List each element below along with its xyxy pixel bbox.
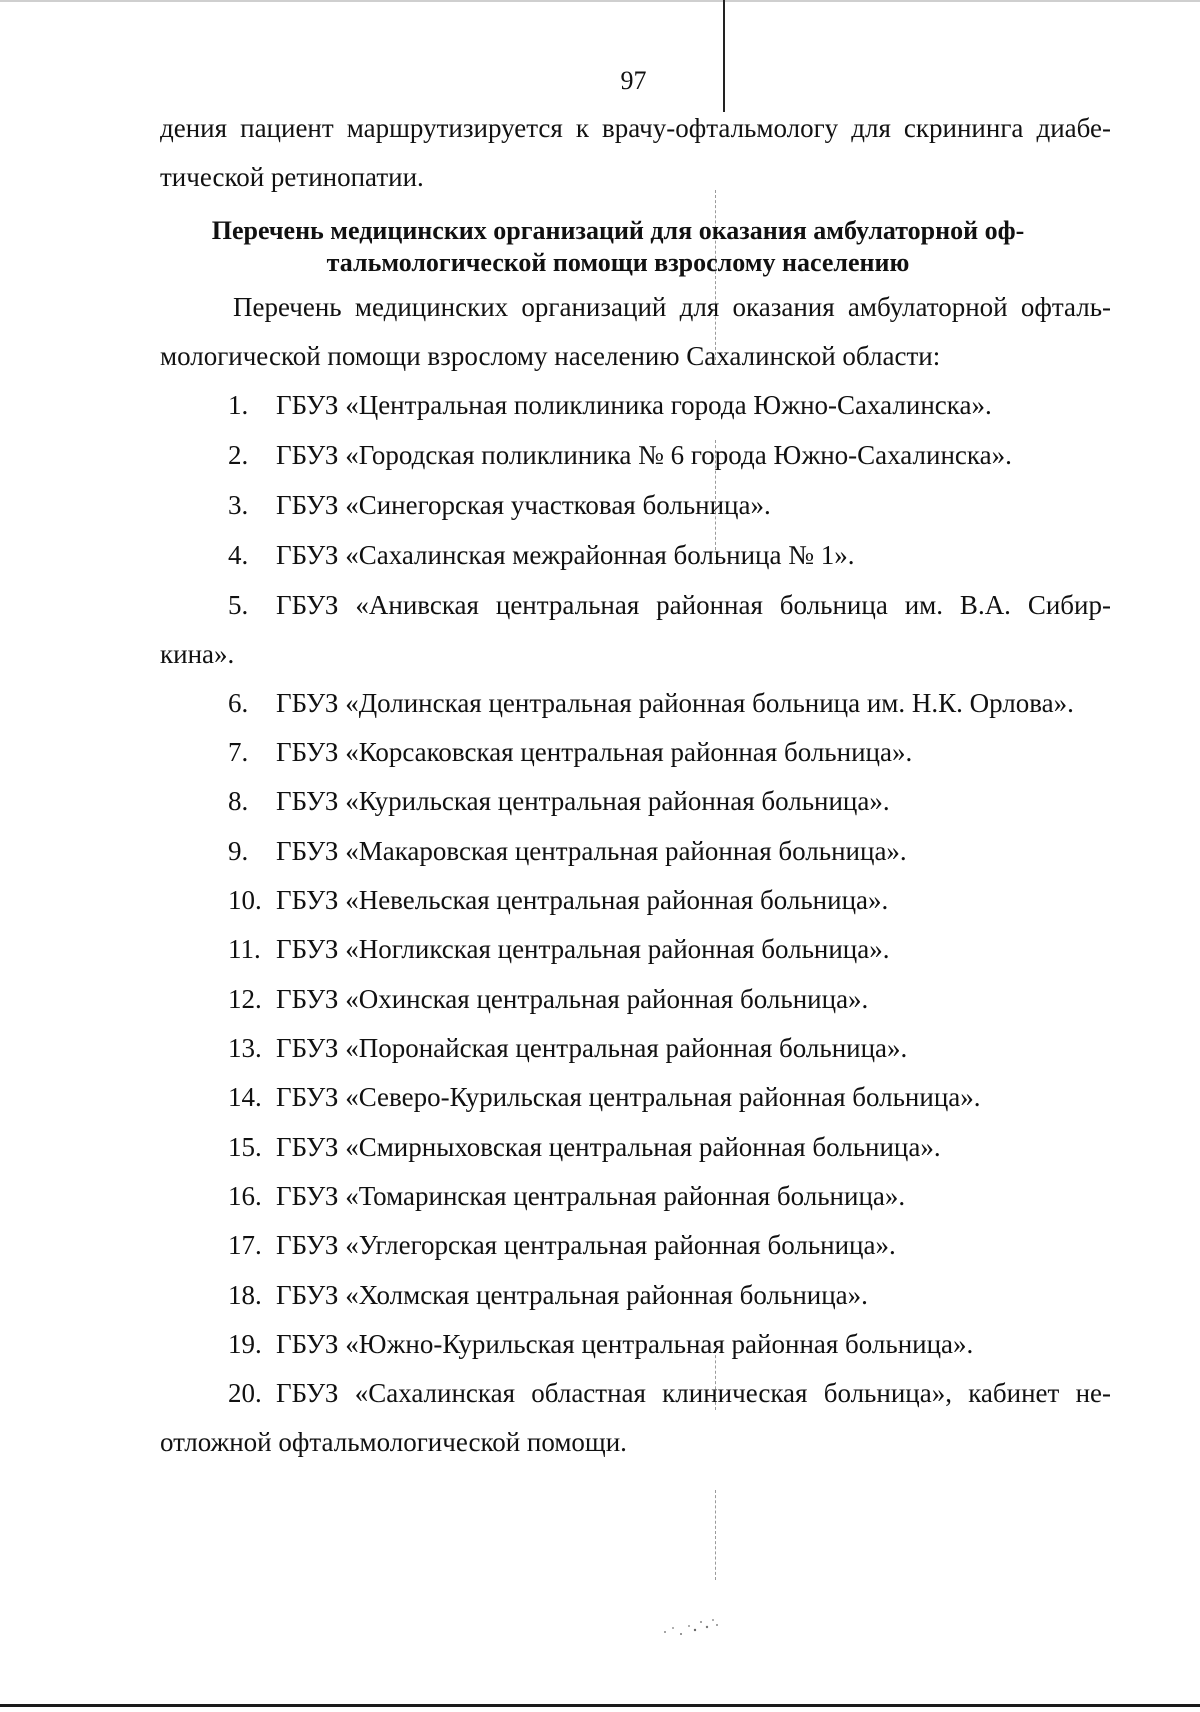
list-item	[228, 982, 868, 1016]
list-item	[228, 388, 992, 422]
list-item	[228, 1080, 981, 1114]
list-item	[228, 538, 855, 572]
list-item-number: 14.	[228, 1082, 262, 1112]
list-item-text: ГБУЗ «Курильская центральная районная больница».	[276, 786, 890, 816]
scan-top-edge	[0, 0, 1200, 2]
list-item	[228, 1228, 896, 1262]
list-item	[228, 834, 907, 868]
list-item-text: ГБУЗ «Долинская центральная районная больница им. Н.К. Орлова».	[276, 688, 1074, 718]
list-item-continuation: кина».	[160, 639, 235, 669]
list-item-number: 18.	[228, 1280, 262, 1310]
list-item	[228, 1031, 907, 1065]
list-item-number: 1.	[228, 390, 249, 420]
list-item	[228, 784, 890, 818]
list-item	[228, 932, 889, 966]
list-item-number: 17.	[228, 1230, 262, 1260]
list-item	[228, 1179, 905, 1213]
list-item-number: 7.	[228, 737, 249, 767]
paragraph-line: Перечень медицинских организаций для оказания амбулаторной офталь-	[233, 292, 1111, 322]
scan-noise-specks	[655, 1612, 735, 1642]
section-heading-line: тальмологической помощи взрослому населению	[326, 248, 910, 277]
list-item-number: 15.	[228, 1132, 262, 1162]
list-item	[228, 735, 912, 769]
list-item-text: ГБУЗ «Невельская центральная районная больница».	[276, 885, 889, 915]
list-item-number: 10.	[228, 885, 262, 915]
list-item-number: 6.	[228, 688, 249, 718]
scan-fold-dash	[715, 1490, 717, 1580]
list-item-number: 16.	[228, 1181, 262, 1211]
intro-line: тической ретинопатии.	[160, 162, 424, 192]
list-item	[228, 1130, 941, 1164]
list-item-number: 3.	[228, 490, 249, 520]
list-item-text: ГБУЗ «Сахалинская межрайонная больница № 1».	[276, 540, 855, 570]
list-item-text: ГБУЗ «Томаринская центральная районная больница».	[276, 1181, 906, 1211]
scan-bottom-edge	[0, 1704, 1200, 1707]
intro-line: дения пациент маршрутизируется к врачу-офтальмологу для скрининга диабе-	[160, 113, 1111, 143]
list-item-number: 2.	[228, 440, 249, 470]
list-item-text: ГБУЗ «Смирныховская центральная районная больница».	[276, 1132, 941, 1162]
list-item	[228, 1278, 868, 1312]
list-item-text: ГБУЗ «Макаровская центральная районная больница».	[276, 836, 907, 866]
list-item-number: 8.	[228, 786, 249, 816]
list-item	[228, 1327, 973, 1361]
list-item-number: 13.	[228, 1033, 262, 1063]
list-item-number: 12.	[228, 984, 262, 1014]
list-item-text: ГБУЗ «Южно-Курильская центральная районная больница».	[276, 1329, 974, 1359]
list-item	[228, 883, 888, 917]
list-item-text: ГБУЗ «Поронайская центральная районная больница».	[276, 1033, 908, 1063]
list-item-text: ГБУЗ «Анивская центральная районная больница им. В.А. Сибир-	[276, 590, 1111, 620]
list-item-text: ГБУЗ «Холмская центральная районная больница».	[276, 1280, 868, 1310]
list-item-number: 11.	[228, 934, 261, 964]
list-item-text: ГБУЗ «Городская поликлиника № 6 города Южно-Сахалинска».	[276, 440, 1012, 470]
list-item-text: ГБУЗ «Северо-Курильская центральная районная больница».	[276, 1082, 981, 1112]
list-item-continuation: отложной офтальмологической помощи.	[160, 1427, 627, 1457]
list-item	[228, 488, 771, 522]
list-item-text: ГБУЗ «Сахалинская областная клиническая больница», кабинет не-	[276, 1378, 1111, 1408]
list-item-text: ГБУЗ «Углегорская центральная районная больница».	[276, 1230, 896, 1260]
list-item-text: ГБУЗ «Центральная поликлиника города Южно-Сахалинска».	[276, 390, 992, 420]
list-item-number: 20.	[228, 1378, 262, 1408]
list-item	[228, 588, 1111, 622]
list-item	[228, 438, 1012, 472]
list-item-number: 5.	[228, 590, 249, 620]
list-item-number: 9.	[228, 836, 249, 866]
paragraph-line: мологической помощи взрослому населению Сахалинской области:	[160, 341, 941, 371]
page-number: 97	[620, 66, 647, 95]
list-item-number: 4.	[228, 540, 249, 570]
list-item-number: 19.	[228, 1329, 262, 1359]
list-item-text: ГБУЗ «Охинская центральная районная больница».	[276, 984, 869, 1014]
list-item-text: ГБУЗ «Корсаковская центральная районная больница».	[276, 737, 913, 767]
list-item-text: ГБУЗ «Ногликская центральная районная больница».	[276, 934, 890, 964]
list-item	[228, 1376, 1111, 1410]
section-heading-line: Перечень медицинских организаций для оказания амбулаторной оф-	[211, 216, 1025, 245]
list-item-text: ГБУЗ «Синегорская участковая больница».	[276, 490, 771, 520]
list-item	[228, 686, 1074, 720]
